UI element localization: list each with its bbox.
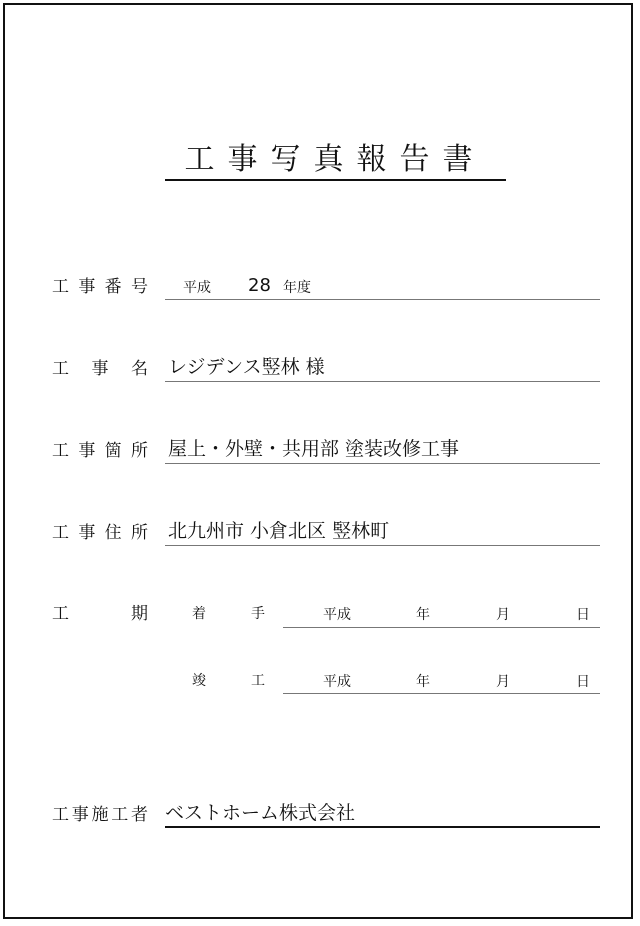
label-char: 工 bbox=[52, 441, 69, 461]
construction-location-value: 屋上・外壁・共用部 塗装改修工事 bbox=[168, 438, 460, 460]
label-char: 住 bbox=[104, 523, 122, 543]
end-era-text: 平成 bbox=[323, 674, 351, 690]
end-label-char1: 竣 bbox=[192, 673, 206, 689]
contractor-label bbox=[52, 804, 148, 826]
label-char: 工 bbox=[52, 359, 69, 379]
label-char: 事 bbox=[91, 359, 109, 379]
construction-location-label bbox=[52, 440, 148, 462]
construction-number-label bbox=[52, 276, 148, 298]
construction-name-value: レジデンス竪林 様 bbox=[168, 356, 325, 378]
end-label-char2: 工 bbox=[251, 673, 265, 689]
label-char: 事 bbox=[78, 523, 96, 543]
construction-address-label bbox=[52, 522, 148, 544]
label-char: 所 bbox=[130, 523, 148, 543]
end-date-line bbox=[283, 693, 600, 694]
fiscal-year-suffix: 年度 bbox=[283, 280, 311, 296]
start-month-unit: 月 bbox=[496, 607, 510, 623]
end-month-unit: 月 bbox=[496, 674, 510, 690]
document-title: 工事写真報告書 bbox=[184, 142, 486, 177]
label-char: 工 bbox=[52, 277, 69, 297]
label-char: 事 bbox=[78, 441, 96, 461]
label-char: 事 bbox=[78, 277, 96, 297]
end-year-unit: 年 bbox=[416, 674, 430, 690]
label-char: 期 bbox=[131, 604, 148, 624]
label-char: 事 bbox=[71, 805, 89, 825]
end-day-unit: 日 bbox=[576, 674, 590, 690]
label-char: 工 bbox=[52, 805, 69, 825]
label-char: 工 bbox=[111, 805, 129, 825]
start-day-unit: 日 bbox=[576, 607, 590, 623]
label-char: 者 bbox=[131, 805, 148, 825]
label-char: 名 bbox=[131, 359, 148, 379]
start-label-char2: 手 bbox=[251, 606, 265, 622]
construction-location-line bbox=[165, 463, 600, 464]
construction-name-line bbox=[165, 381, 600, 382]
construction-address-value: 北九州市 小倉北区 竪林町 bbox=[168, 520, 390, 542]
label-char: 所 bbox=[130, 441, 148, 461]
contractor-value: ベストホーム株式会社 bbox=[165, 802, 356, 824]
start-date-line bbox=[283, 627, 600, 628]
title-underline bbox=[165, 179, 506, 181]
label-char: 工 bbox=[52, 523, 69, 543]
construction-name-label bbox=[52, 358, 148, 380]
label-char: 施 bbox=[91, 805, 109, 825]
construction-number-line bbox=[165, 299, 600, 300]
label-char: 箇 bbox=[104, 441, 122, 461]
label-char: 号 bbox=[130, 277, 148, 297]
construction-address-line bbox=[165, 545, 600, 546]
start-label-char1: 着 bbox=[192, 606, 206, 622]
label-char: 番 bbox=[104, 277, 122, 297]
contractor-line bbox=[165, 826, 600, 828]
start-year-unit: 年 bbox=[416, 607, 430, 623]
fiscal-year-value: 28 bbox=[248, 275, 271, 296]
start-era-text: 平成 bbox=[323, 607, 351, 623]
label-char: 工 bbox=[52, 604, 69, 624]
construction-period-label bbox=[52, 603, 148, 625]
era-text: 平成 bbox=[183, 280, 211, 296]
